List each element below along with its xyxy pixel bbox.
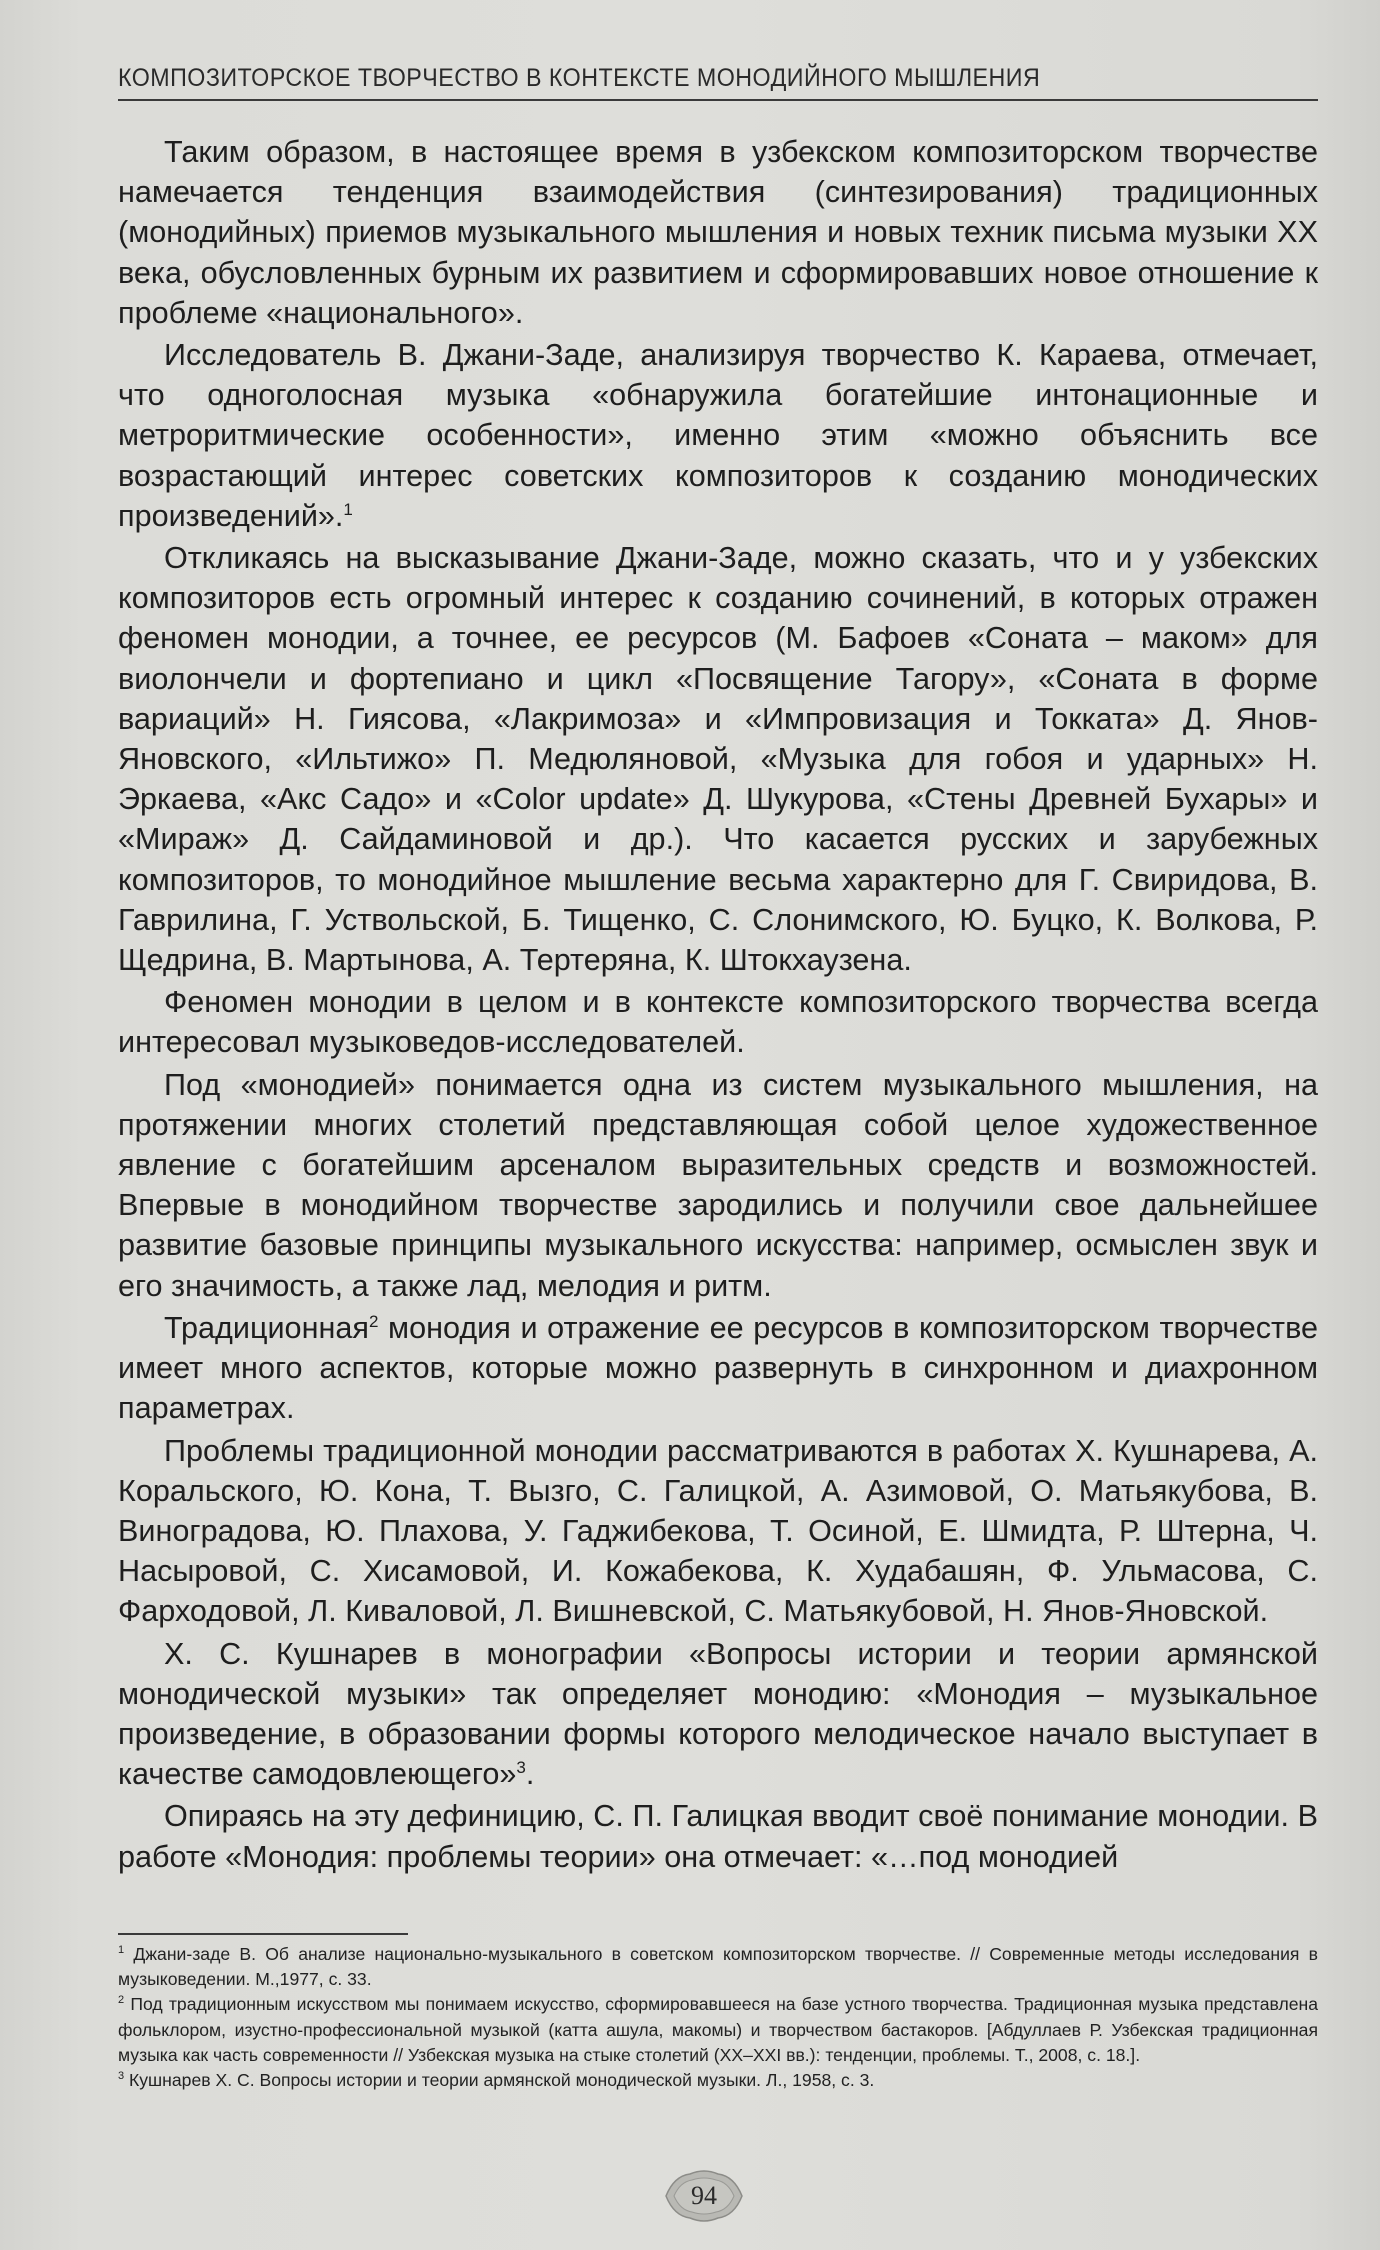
footnote-2: [118, 1992, 1318, 2068]
paragraph-5: Под «монодией» понимается одна из систем музыкального мышления, на протяжении многих столетий представляющая собой целое художественное явление с богатейшим арсеналом выразительных средств и возможностей. Впервые в монодийном творчестве зародились и получили свое дальнейшее развитие базовые принципы музыкального искусства: например, осмыслен звук и его значимость, а также лад, мелодия и ритм.: [118, 1067, 1318, 1303]
footnote-rule: [118, 1933, 408, 1935]
main-text: [118, 132, 1318, 1879]
paragraph-3: Откликаясь на высказывание Джани-Заде, можно сказать, что и у узбекских композиторов есть огромный интерес к созданию сочинений, в которых отражен феномен монодии, а точнее, ее ресурсов (М. Бафоев «Соната – маком» для виолончели и фортепиано и цикл «Посвящение Тагору», «Соната в форме вариаций» Н. Гиясова, «Лакримоза» и «Импровизация и Токката» Д. Янов-Яновского, «Ильтижо» П. Медюляновой, «Музыка для гобоя и ударных» Н. Эркаева, «Акс Садо» и «Color update» Д. Шукурова, «Стены Древней Бухары» и «Мираж» Д. Сайдаминовой и др.). Что касается русских и зарубежных композиторов, то монодийное мышление весьма характерно для Г. Свиридова, В. Гаврилина, Г. Уствольской, Б. Тищенко, С. Слонимского, Ю. Буцко, К. Волкова, Р. Щедрина, В. Мартынова, А. Тертеряна, К. Штокхаузена.: [118, 541, 1318, 978]
footnote-ref-1[interactable]: 1: [343, 499, 353, 519]
footnote-2-text: Под традиционным искусством мы понимаем искусство, сформировавшееся на базе устного творчества. Традиционная музыка представлена фольклором, изустно-профессиональной музыкой (катта ашула, макомы) и творчеством бастакоров. [Абдуллаев Р. Узбекская традиционная музыка как часть современности // Узбекская музыка на стыке столетий (XX–XXI вв.): тенденции, проблемы. Т., 2008, с. 18.].: [118, 1994, 1318, 2065]
paragraph-8: Х. С. Кушнарев в монографии «Вопросы истории и теории армянской монодической музыки» так определяет монодию: «Монодия – музыкальное произведение, в образовании формы которого мелодическое начало выступает в качестве самодовлеющего»$^3$.: [118, 1636, 1318, 1792]
paragraph-1: Таким образом, в настоящее время в узбекском композиторском творчестве намечается тенденция взаимодействия (синтезирования) традиционных (монодийных) приемов музыкального мышления и новых техник письма музыки XX века, обусловленных бурным их развитием и сформировавших новое отношение к проблеме «национального».: [118, 135, 1318, 330]
footnote-1: [118, 1942, 1318, 1992]
footnote-3-text: Кушнарев Х. С. Вопросы истории и теории армянской монодической музыки. Л., 1958, с. 3.: [129, 2070, 875, 2091]
header-rule: [118, 99, 1318, 101]
footnote-mark-1: 1: [118, 1944, 125, 1957]
footnote-ref-3[interactable]: 3: [516, 1757, 526, 1777]
paragraph-2: [118, 335, 1318, 536]
paragraph-2-text: Исследователь В. Джани-Заде, анализируя творчество К. Караева, отмечает, что одноголосная музыка «обнаружила богатейшие интонационные и метроритмические особенности», именно этим «можно объяснить все возрастающий интерес советских композиторов к созданию монодических произведений».: [118, 338, 1318, 533]
footnote-mark-3: 3: [118, 2070, 125, 2083]
paragraph-9: Опираясь на эту дефиницию, С. П. Галицкая вводит своё понимание монодии. В работе «Монодия: проблемы теории» она отмечает: «…под монодией: [118, 1799, 1318, 1874]
page-number: 94: [691, 2181, 717, 2210]
paragraph-8-text: Х. С. Кушнарев в монографии «Вопросы истории и теории армянской монодической музыки» так определяет монодию: «Монодия – музыкальное произведение, в образовании формы которого мелодическое начало выступает в качестве самодовлеющего»: [118, 1636, 1318, 1792]
paragraph-6-text: монодия и отражение ее ресурсов в композиторском творчестве имеет много аспектов, которые можно развернуть в синхронном и диахронном параметрах.: [118, 1310, 1318, 1426]
footnote-mark-2: 2: [118, 1994, 125, 2007]
running-head: КОМПОЗИТОРСКОЕ ТВОРЧЕСТВО В КОНТЕКСТЕ МОНОДИЙНОГО МЫШЛЕНИЯ: [118, 64, 1041, 92]
footnote-1-text: Джани-заде В. Об анализе национально-музыкального в советском композиторском творчестве. // Современные методы исследования в музыковедении. М.,1977, с. 33.: [118, 1944, 1319, 1990]
footnotes: [118, 1942, 1318, 2093]
footnote-ref-2[interactable]: 2: [368, 1311, 379, 1331]
paragraph-6-lead: Традиционная: [164, 1310, 369, 1345]
paragraph-6: [118, 1308, 1318, 1429]
footnote-3: [118, 2068, 1318, 2093]
page-number-ornament: [660, 2168, 748, 2224]
paragraph-4: Феномен монодии в целом и в контексте композиторского творчества всегда интересовал музыковедов-исследователей.: [118, 985, 1318, 1060]
paragraph-7: Проблемы традиционной монодии рассматриваются в работах Х. Кушнарева, А. Коральского, Ю. Кона, Т. Вызго, С. Галицкой, А. Азимовой, О. Матьякубова, В. Виноградова, Ю. Плахова, У. Гаджибекова, Т. Осиной, Е. Шмидта, Р. Штерна, Ч. Насыровой, С. Хисамовой, И. Кожабекова, К. Худабашян, Ф. Ульмасова, С. Фарходовой, Л. Киваловой, Л. Вишневской, С. Матьякубовой, Н. Янов-Яновской.: [118, 1433, 1318, 1629]
